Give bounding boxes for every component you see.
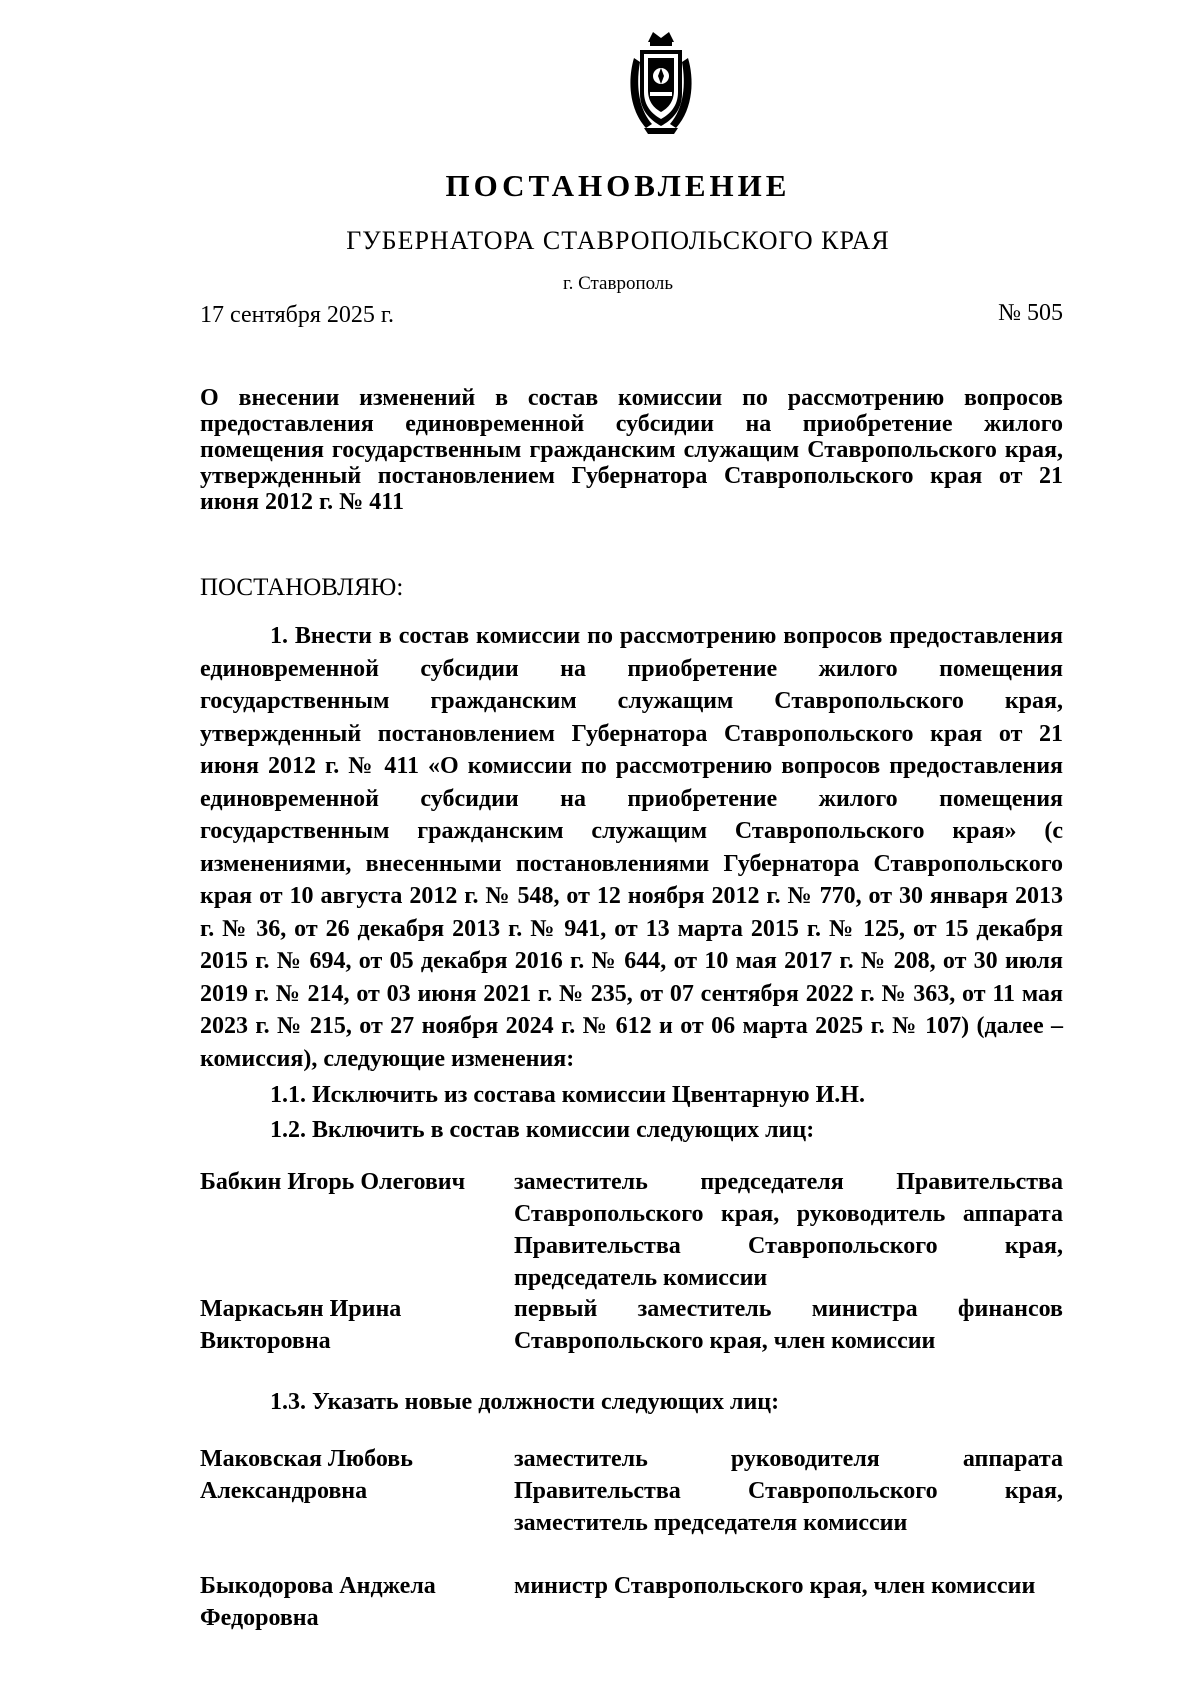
decree-word: ПОСТАНОВЛЯЮ: <box>200 574 404 601</box>
item-1-2: 1.2. Включить в состав комиссии следующих лиц: <box>270 1117 815 1143</box>
document-subject: О внесении изменений в состав комиссии по рассмотрению вопросов предоставления единовременной субсидии на приобретение жилого помещения государственным гражданским служащим Ставропольского края, утвержденный постановлением Губернатора Ставропольского края от 21 июня 2012 г. № 411 <box>200 385 1063 515</box>
paragraph-1-text: 1. Внести в состав комиссии по рассмотрению вопросов предоставления единовременной субсидии на приобретение жилого помещения государственным гражданским служащим Ставропольского края, утвержденный постановлением Губернатора Ставропольского края от 21 июня 2012 г. № 411 «О комиссии по рассмотрению вопросов предоставления единовременной субсидии на приобретение жилого помещения государственным гражданским служащим Ставропольского края» (с изменениями, внесенными постановлениями Губернатора Ставропольского края от 10 августа 2012 г. № 548, от 12 ноября 2012 г. № 770, от 30 января 2013 г. № 36, от 26 декабря 2013 г. № 941, от 13 марта 2015 г. № 125, от 15 декабря 2015 г. № 694, от 05 декабря 2016 г. № 644, от 10 мая 2017 г. № 208, от 30 июля 2019 г. № 214, от 03 июня 2021 г. № 235, от 07 сентября 2022 г. № 363, от 11 мая 2023 г. № 215, от 27 ноября 2024 г. № 612 и от 06 марта 2025 г. № 107) (далее – комиссия), следующие изменения: <box>200 623 1063 1072</box>
person-name: Маковская Любовь Александровна <box>200 1446 413 1504</box>
person-position: заместитель руководителя аппарата Правительства Ставропольского края, заместитель председателя комиссии <box>514 1446 1063 1536</box>
coat-of-arms-icon <box>626 28 696 134</box>
document-number: № 505 <box>998 300 1063 326</box>
issuer-heading: ГУБЕРНАТОРА СТАВРОПОЛЬСКОГО КРАЯ <box>346 226 890 255</box>
item-1-3: 1.3. Указать новые должности следующих лиц: <box>270 1389 780 1415</box>
person-position: заместитель председателя Правительства Ставропольского края, руководитель аппарата Правительства Ставропольского края, председатель комиссии <box>514 1169 1063 1291</box>
city-line: г. Ставрополь <box>562 273 674 294</box>
person-name: Бабкин Игорь Олегович <box>200 1169 466 1195</box>
person-position: первый заместитель министра финансов Ставропольского края, член комиссии <box>514 1296 1063 1354</box>
paragraph-1 <box>200 620 1063 1075</box>
person-position: министр Ставропольского края, член комиссии <box>514 1573 1036 1599</box>
item-1-1: 1.1. Исключить из состава комиссии Цвентарную И.Н. <box>270 1082 865 1108</box>
document-type-title: ПОСТАНОВЛЕНИЕ <box>445 168 791 203</box>
person-name: Маркасьян Ирина Викторовна <box>200 1296 402 1354</box>
document-date: 17 сентября 2025 г. <box>200 302 395 328</box>
person-name: Быкодорова Анджела Федоровна <box>200 1573 436 1631</box>
